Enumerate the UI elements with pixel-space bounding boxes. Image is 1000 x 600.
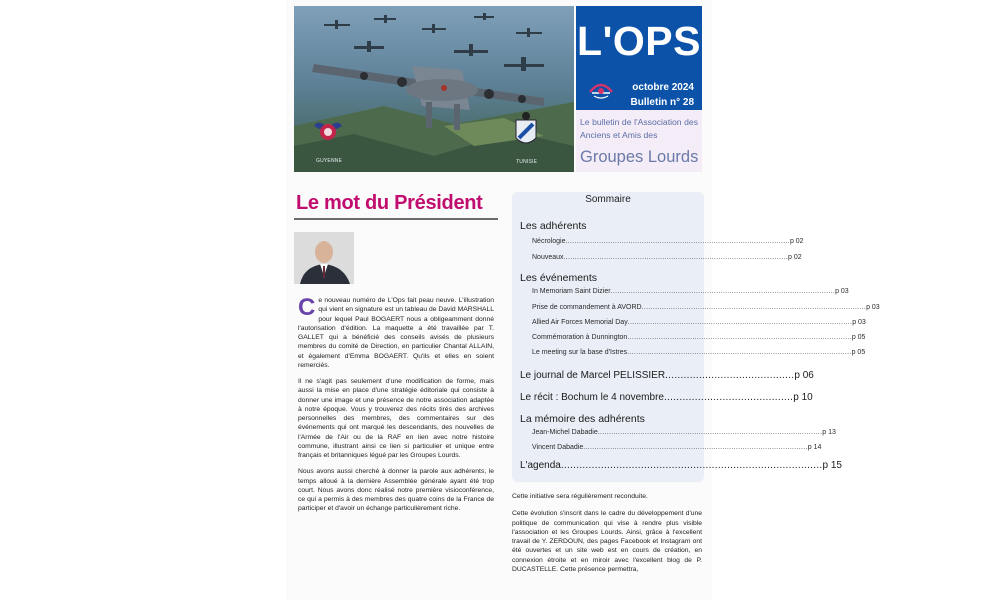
- crest-left-label: GUYENNE: [316, 158, 343, 164]
- paragraph-2: Il ne s'agit pas seulement d'une modification de forme, mais aussi la mise en place d'une stratégie éditoriale qui consiste à donner une image et une présence de notre association adaptée à notre époque. Vous y trouverez des récits tirés des archives personnelles des membres, des commentaires sur des événements qui ont marqué les descendants, des nouvelles de l'Armée de l'Air ou de la RAF en lien avec notre histoire commune, illustrant ainsi ce lien si particulier et unique entre français et britanniques légué par les Groupes Lourds.: [298, 378, 494, 459]
- toc-feature[interactable]: Le récit : Bochum le 4 novembre .......................................... p 10: [520, 392, 813, 403]
- toc-feature[interactable]: Le journal de Marcel PELISSIER .......................................... p 06: [520, 370, 814, 381]
- magazine-title: L'OPS: [577, 18, 701, 64]
- drop-cap: C: [298, 294, 316, 321]
- toc-agenda[interactable]: L'agenda ..................................................................................... p 15: [520, 460, 842, 471]
- president-text: [298, 296, 494, 521]
- groupes-lourds-title: Groupes Lourds: [580, 148, 699, 166]
- toc-section-memoire: La mémoire des adhérents: [520, 413, 645, 425]
- toc-section-adherents: Les adhérents: [520, 220, 587, 232]
- toc-section-evenements: Les événements: [520, 272, 598, 284]
- toc-item[interactable]: Vincent Dabadie .................................................................................................... p 14: [532, 444, 822, 451]
- paragraph-1: Ce nouveau numéro de L'Ops fait peau neuve. L'illustration qui vient en signature est un tableau de David MARSHALL pour lequel Paul BOGAERT nous a obligeamment donné l'autorisation d'édition. La maquette a été travaillée par T. GALLET qui a bénéficié des conseils avisés de plusieurs membres du comité de Direction, en particulier Chantal ALLAIN, et également d'Emma BOGAERT. Qu'ils et elles en soient remerciés.: [298, 294, 494, 369]
- masthead: [576, 6, 702, 110]
- crest-right-label: TUNISIE: [516, 159, 538, 165]
- association-subtitle: [576, 110, 702, 172]
- association-logo-icon: [588, 80, 614, 100]
- president-heading: Le mot du Président: [296, 192, 483, 214]
- toc-item[interactable]: Nécrologie .................................................................................................... p 02: [532, 238, 804, 245]
- sommaire-box: [512, 192, 880, 482]
- tagline: Le bulletin de l'Association des Anciens et Amis des: [580, 117, 698, 140]
- president-portrait: [294, 232, 354, 284]
- bombers-illustration: [294, 6, 574, 172]
- toc-item[interactable]: Jean-Michel Dabadie .................................................................................................... p 13: [532, 429, 836, 436]
- toc-item[interactable]: Nouveaux .................................................................................................... p 02: [532, 254, 802, 261]
- toc-item[interactable]: Allied Air Forces Memorial Day .................................................................................................... p 03: [532, 319, 866, 326]
- right-paragraph-1: Cette initiative sera régulièrement reconduite.: [512, 493, 648, 500]
- toc-item[interactable]: Prise de commandement à AVORD .................................................................................................... p 03: [532, 304, 880, 311]
- paragraph-3: Nous avons aussi cherché à donner la parole aux adhérents, le temps alloué à la dernière Assemblée générale ayant été trop court. Nous avons donc réalisé notre première visioconférence, ce qui a permis à des membres des quatre coins de la France de participer et d'avoir un échange particulièrement riche.: [298, 468, 494, 513]
- toc-item[interactable]: Commémoration à Dunnington .................................................................................................... p 05: [532, 334, 866, 341]
- issue-date: octobre 2024: [632, 82, 694, 93]
- right-paragraph-2: Cette évolution s'inscrit dans le cadre du développement d'une politique de communication qui vise à rendre plus visible l'association et les Groupes Lourds. Ainsi, grâce à l'excellent travail de Y. ZERDOUN, des pages Facebook et Instagram ont été ouvertes et un site web est en cours de création, en connexion étroite et en miroir avec l'excellent blog de P. DUCASTELLE. Cette présence permettra,: [512, 510, 702, 573]
- cover-painting: [294, 6, 574, 172]
- issue-number: Bulletin n° 28: [630, 97, 694, 108]
- sommaire-title: Sommaire: [585, 194, 631, 205]
- heading-rule: [294, 218, 498, 220]
- toc-item[interactable]: Le meeting sur la base d'Istres .................................................................................................... p 05: [532, 349, 866, 356]
- bulletin-page: [288, 0, 880, 600]
- continuation-text: [512, 492, 702, 582]
- toc-item[interactable]: In Memoriam Saint Dizier .................................................................................................... p 03: [532, 288, 849, 295]
